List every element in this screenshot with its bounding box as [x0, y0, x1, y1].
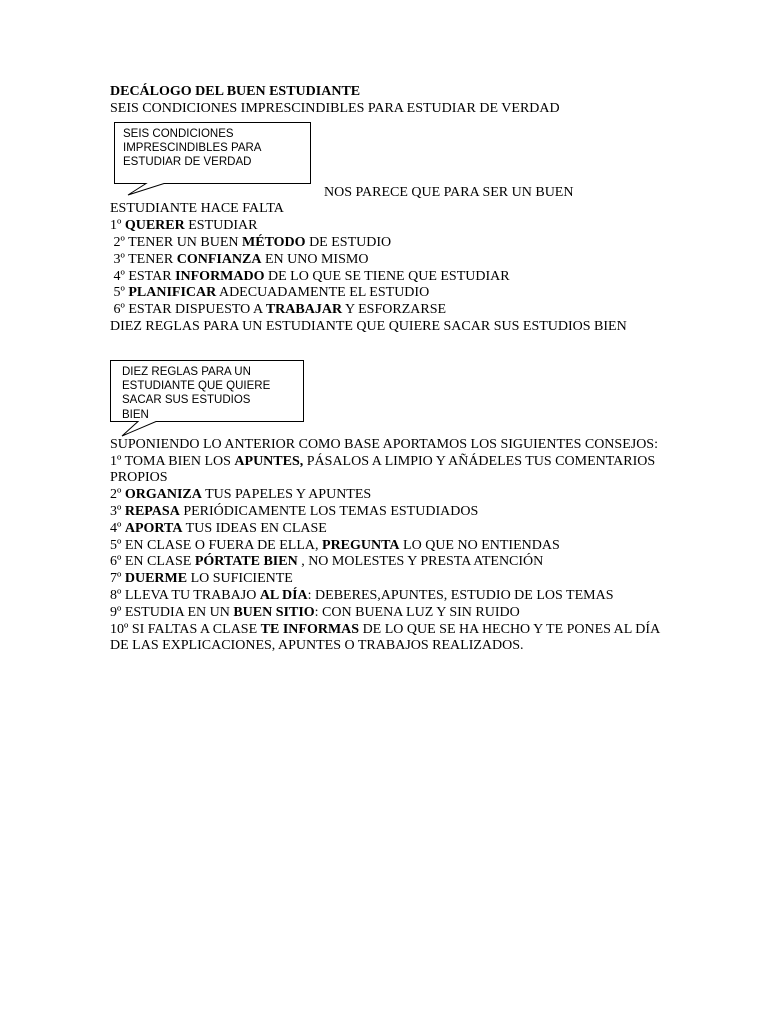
- condition-item: 2º TENER UN BUEN MÉTODO DE ESTUDIO: [110, 234, 392, 250]
- callout-1-line: ESTUDIAR DE VERDAD: [123, 156, 252, 169]
- rule-item: 7º DUERME LO SUFICIENTE: [110, 571, 293, 587]
- page-title: DECÁLOGO DEL BUEN ESTUDIANTE: [110, 84, 361, 99]
- rule-item: 4º APORTA TUS IDEAS EN CLASE: [110, 520, 327, 536]
- callout-2-line: ESTUDIANTE QUE QUIERE: [122, 380, 271, 393]
- callout-2-line: SACAR SUS ESTUDIOS: [122, 394, 251, 407]
- rule-item: 6º EN CLASE PÓRTATE BIEN , NO MOLESTES Y PRESTA ATENCIÓN: [110, 554, 544, 570]
- suponiendo-paragraph: SUPONIENDO LO ANTERIOR COMO BASE APORTAMOS LOS SIGUIENTES CONSEJOS:: [110, 436, 658, 452]
- rule-item: 9º ESTUDIA EN UN BUEN SITIO: CON BUENA LUZ Y SIN RUIDO: [110, 604, 520, 620]
- callout-1-text: [123, 127, 303, 179]
- rule-item: 5º EN CLASE O FUERA DE ELLA, PREGUNTA LO QUE NO ENTIENDAS: [110, 537, 560, 553]
- rule-item: 3º REPASA PERIÓDICAMENTE LOS TEMAS ESTUDIADOS: [110, 503, 479, 519]
- condition-item: 3º TENER CONFIANZA EN UNO MISMO: [110, 251, 369, 267]
- rule-item: 10º SI FALTAS A CLASE TE INFORMAS DE LO QUE SE HA HECHO Y TE PONES AL DÍA DE LAS EXPLICACIONES, APUNTES O TRABAJOS REALIZADOS.: [110, 621, 660, 654]
- callout-2-text: [122, 365, 298, 418]
- callout-2-line: DIEZ REGLAS PARA UN: [122, 366, 251, 378]
- callout-box-2: [110, 360, 310, 440]
- condition-item: 6º ESTAR DISPUESTO A TRABAJAR Y ESFORZARSE: [110, 302, 447, 318]
- condition-item: 1º QUERER ESTUDIAR: [110, 218, 258, 234]
- rule-item: 8º LLEVA TU TRABAJO AL DÍA: DEBERES,APUNTES, ESTUDIO DE LOS TEMAS: [110, 587, 614, 603]
- page-subtitle: SEIS CONDICIONES IMPRESCINDIBLES PARA ESTUDIAR DE VERDAD: [110, 100, 560, 116]
- rule-item: 2º ORGANIZA TUS PAPELES Y APUNTES: [110, 487, 372, 503]
- callout-box-1: [114, 122, 314, 202]
- callout-1-line: SEIS CONDICIONES: [123, 128, 234, 140]
- rule-item: 1º TOMA BIEN LOS APUNTES, PÁSALOS A LIMPIO Y AÑÁDELES TUS COMENTARIOS PROPIOS: [110, 453, 656, 486]
- intro-indented-line: NOS PARECE QUE PARA SER UN BUEN: [324, 184, 574, 200]
- intro-continuation-line: ESTUDIANTE HACE FALTA: [110, 201, 284, 217]
- condition-item: 5º PLANIFICAR ADECUADAMENTE EL ESTUDIO: [110, 285, 430, 301]
- diez-reglas-heading: DIEZ REGLAS PARA UN ESTUDIANTE QUE QUIERE SACAR SUS ESTUDIOS BIEN: [110, 318, 627, 334]
- callout-2-line: BIEN: [122, 408, 149, 418]
- callout-1-line: IMPRESCINDIBLES PARA: [123, 142, 262, 155]
- condition-item: 4º ESTAR INFORMADO DE LO QUE SE TIENE QUE ESTUDIAR: [110, 268, 510, 284]
